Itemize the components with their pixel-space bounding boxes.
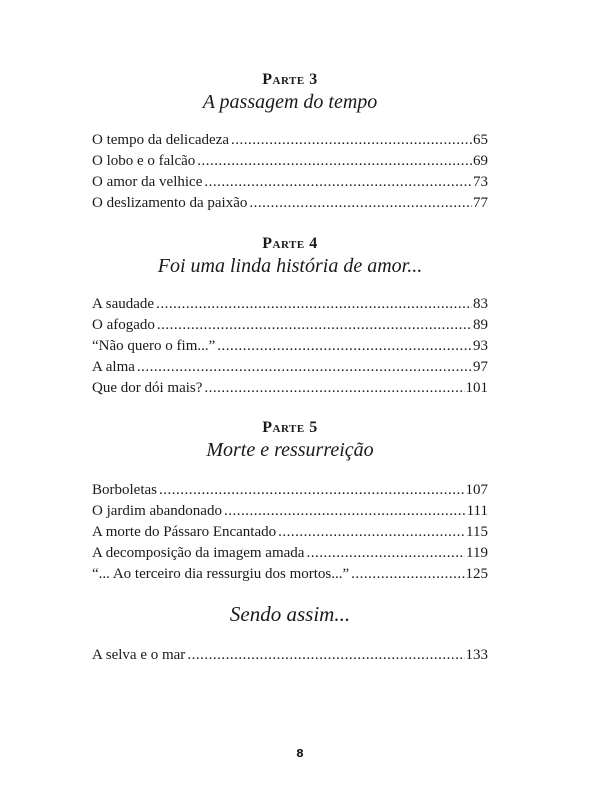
dot-leader — [204, 378, 464, 399]
dot-leader — [159, 480, 465, 501]
part-title: Sendo assim... — [229, 602, 351, 626]
dot-leader — [204, 172, 472, 193]
toc-entry-page: 83 — [473, 296, 488, 312]
toc-entry — [92, 294, 488, 315]
toc-entry-page: 101 — [465, 380, 488, 396]
part-label: Parte 5 — [262, 419, 318, 436]
toc-list — [92, 645, 488, 666]
toc-entry — [92, 522, 488, 543]
toc-entry — [92, 357, 488, 378]
toc-entry — [92, 172, 488, 193]
toc-entry — [92, 151, 488, 172]
toc-entry-page: 97 — [473, 359, 488, 375]
toc-entry-title: O deslizamento da paixão — [92, 195, 248, 211]
toc-entry-title: Borboletas — [92, 482, 157, 498]
toc-entry-title: O amor da velhice — [92, 174, 203, 190]
toc-entry-page: 73 — [473, 174, 488, 190]
toc-entry — [92, 501, 488, 522]
part-title: Foi uma linda história de amor... — [157, 255, 423, 277]
toc-entry-page: 133 — [465, 647, 488, 663]
toc-entry — [92, 315, 488, 336]
dot-leader — [231, 130, 472, 151]
toc-entry-page: 119 — [466, 545, 488, 561]
toc-entry — [92, 336, 488, 357]
toc-entry-page: 107 — [465, 482, 488, 498]
dot-leader — [306, 543, 465, 564]
toc-entry — [92, 564, 488, 585]
toc-entry-page: 77 — [473, 195, 488, 211]
page-number: 8 — [296, 747, 304, 760]
dot-leader — [217, 336, 472, 357]
toc-entry-page: 125 — [465, 566, 488, 582]
toc-entry-title: “... Ao terceiro dia ressurgiu dos mortos...” — [92, 566, 350, 582]
toc-entry — [92, 645, 488, 666]
toc-entry — [92, 130, 488, 151]
dot-leader — [137, 357, 472, 378]
toc-entry-page: 111 — [466, 503, 488, 519]
dot-leader — [157, 315, 472, 336]
part-label: Parte 3 — [262, 71, 318, 88]
toc-entry-title: A decomposição da imagem amada — [92, 545, 305, 561]
part-5-section — [92, 418, 488, 582]
toc-entry — [92, 193, 488, 214]
toc-entry-title: O tempo da delicadeza — [92, 132, 230, 148]
toc-entry-title: Que dor dói mais? — [92, 380, 203, 396]
toc-entry-page: 65 — [473, 132, 488, 148]
closing-section — [92, 602, 488, 663]
toc-entry-title: O jardim abandonado — [92, 503, 222, 519]
toc-list — [92, 130, 488, 214]
toc-entry-title: A selva e o mar — [92, 647, 186, 663]
toc-entry-title: A alma — [92, 359, 135, 375]
toc-entry-title: A saudade — [92, 296, 155, 312]
dot-leader — [187, 645, 464, 666]
toc-list — [92, 480, 488, 585]
part-title: A passagem do tempo — [202, 91, 378, 113]
toc-entry — [92, 378, 488, 399]
toc-entry-title: A morte do Pássaro Encantado — [92, 524, 277, 540]
dot-leader — [351, 564, 464, 585]
part-label: Parte 4 — [262, 235, 318, 252]
toc-entry-page: 69 — [473, 153, 488, 169]
toc-entry-title: O lobo e o falcão — [92, 153, 196, 169]
dot-leader — [278, 522, 465, 543]
dot-leader — [224, 501, 466, 522]
toc-entry-title: “Não quero o fim...” — [92, 338, 216, 354]
dot-leader — [156, 294, 472, 315]
toc-entry-page: 115 — [466, 524, 488, 540]
toc-entry-page: 89 — [473, 317, 488, 333]
toc-list — [92, 294, 488, 399]
part-3-section — [92, 70, 488, 211]
toc-entry-page: 93 — [473, 338, 488, 354]
dot-leader — [249, 193, 472, 214]
toc-entry — [92, 480, 488, 501]
part-title: Morte e ressurreição — [206, 439, 374, 461]
toc-entry-title: O afogado — [92, 317, 155, 333]
toc-entry — [92, 543, 488, 564]
part-4-section — [92, 234, 488, 396]
dot-leader — [197, 151, 472, 172]
